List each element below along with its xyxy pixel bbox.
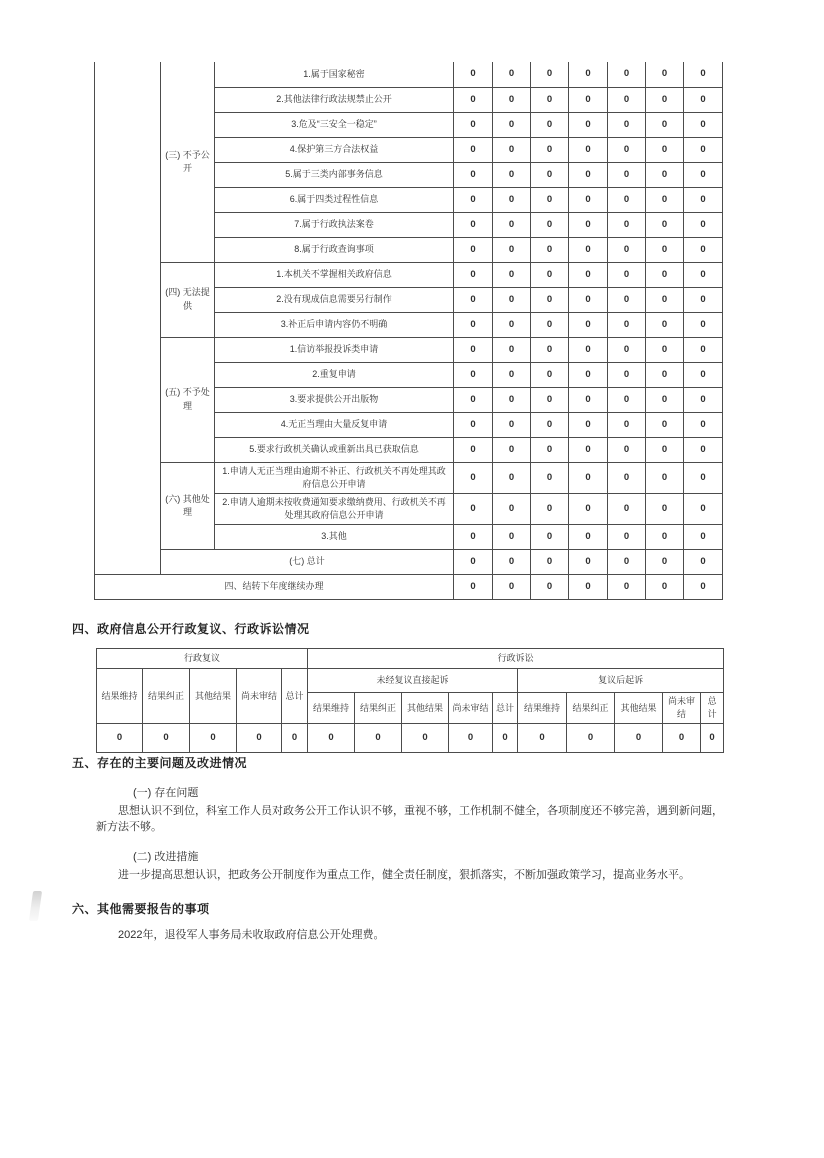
value-cell: 0 <box>190 724 237 753</box>
value-cell: 0 <box>531 549 569 574</box>
value-cell: 0 <box>454 524 493 549</box>
value-cell: 0 <box>608 237 646 262</box>
value-cell: 0 <box>143 724 190 753</box>
value-cell: 0 <box>684 237 723 262</box>
row-label: 1.本机关不掌握相关政府信息 <box>215 262 454 287</box>
value-cell: 0 <box>646 337 684 362</box>
table-row <box>97 649 724 669</box>
value-cell: 0 <box>454 212 493 237</box>
value-cell: 0 <box>684 137 723 162</box>
row-label: 7.属于行政执法案卷 <box>215 212 454 237</box>
value-cell: 0 <box>531 87 569 112</box>
value-cell: 0 <box>454 162 493 187</box>
scan-artifact <box>29 891 42 921</box>
column-header: 总计 <box>282 669 308 724</box>
value-cell: 0 <box>454 437 493 462</box>
value-cell: 0 <box>646 287 684 312</box>
value-cell: 0 <box>608 462 646 493</box>
value-cell: 0 <box>684 362 723 387</box>
table-row <box>95 262 723 287</box>
category-cell: (四) 无法提供 <box>161 262 215 337</box>
value-cell: 0 <box>608 212 646 237</box>
value-cell: 0 <box>569 112 608 137</box>
value-cell: 0 <box>308 724 355 753</box>
value-cell: 0 <box>531 437 569 462</box>
value-cell: 0 <box>684 437 723 462</box>
value-cell: 0 <box>569 162 608 187</box>
value-cell: 0 <box>608 337 646 362</box>
value-cell: 0 <box>608 287 646 312</box>
value-cell: 0 <box>493 287 531 312</box>
value-cell: 0 <box>569 387 608 412</box>
value-cell: 0 <box>493 62 531 87</box>
value-cell: 0 <box>684 187 723 212</box>
value-cell: 0 <box>531 112 569 137</box>
value-cell: 0 <box>531 337 569 362</box>
value-cell: 0 <box>684 549 723 574</box>
section6-para: 2022年，退役军人事务局未收取政府信息公开处理费。 <box>118 929 385 941</box>
row-label: 3.危及“三安全一稳定” <box>215 112 454 137</box>
value-cell: 0 <box>646 312 684 337</box>
table-row <box>97 669 724 693</box>
value-cell: 0 <box>493 574 531 599</box>
value-cell: 0 <box>531 524 569 549</box>
value-cell: 0 <box>646 437 684 462</box>
value-cell: 0 <box>493 362 531 387</box>
row-label: 1.申请人无正当理由逾期不补正、行政机关不再处理其政府信息公开申请 <box>215 462 454 493</box>
value-cell: 0 <box>402 724 449 753</box>
value-cell: 0 <box>569 187 608 212</box>
value-cell: 0 <box>569 62 608 87</box>
value-cell: 0 <box>531 287 569 312</box>
section6-heading: 六、其他需要报告的事项 <box>72 902 210 916</box>
value-cell: 0 <box>569 412 608 437</box>
value-cell: 0 <box>493 412 531 437</box>
value-cell: 0 <box>608 62 646 87</box>
value-cell: 0 <box>569 262 608 287</box>
table-row <box>95 574 723 599</box>
value-cell: 0 <box>608 524 646 549</box>
value-cell: 0 <box>569 287 608 312</box>
section5-sub1: (一) 存在问题 <box>133 787 199 799</box>
value-cell: 0 <box>454 493 493 524</box>
review-litigation-table <box>96 648 724 753</box>
value-cell: 0 <box>684 524 723 549</box>
column-header: 尚未审结 <box>449 693 493 724</box>
value-cell: 0 <box>684 387 723 412</box>
value-cell: 0 <box>684 112 723 137</box>
value-cell: 0 <box>493 137 531 162</box>
column-header: 其他结果 <box>402 693 449 724</box>
row-label: 3.要求提供公开出版物 <box>215 387 454 412</box>
value-cell: 0 <box>454 549 493 574</box>
value-cell: 0 <box>684 162 723 187</box>
carryover-row-label: 四、结转下年度继续办理 <box>95 574 454 599</box>
column-header: 尚未审结 <box>663 693 701 724</box>
section5-para1: 思想认识不到位，科室工作人员对政务公开工作认识不够，重视不够，工作机制不健全，各项制度还不够完善，遇到新问题，新方法不够。 <box>96 805 723 833</box>
value-cell: 0 <box>608 87 646 112</box>
value-cell: 0 <box>531 212 569 237</box>
value-cell: 0 <box>608 362 646 387</box>
value-cell: 0 <box>608 187 646 212</box>
table-row <box>95 462 723 493</box>
value-cell: 0 <box>608 137 646 162</box>
value-cell: 0 <box>454 362 493 387</box>
value-cell: 0 <box>615 724 663 753</box>
value-cell: 0 <box>701 724 724 753</box>
value-cell: 0 <box>608 549 646 574</box>
value-cell: 0 <box>646 362 684 387</box>
row-label: 2.其他法律行政法规禁止公开 <box>215 87 454 112</box>
value-cell: 0 <box>493 549 531 574</box>
row-label: 1.属于国家秘密 <box>215 62 454 87</box>
value-cell: 0 <box>454 237 493 262</box>
value-cell: 0 <box>569 237 608 262</box>
group-header-review: 行政复议 <box>97 649 308 669</box>
value-cell: 0 <box>569 312 608 337</box>
application-results-table <box>94 62 723 600</box>
value-cell: 0 <box>531 62 569 87</box>
value-cell: 0 <box>663 724 701 753</box>
value-cell: 0 <box>684 62 723 87</box>
subgroup-header-post-review-suit: 复议后起诉 <box>518 669 724 693</box>
value-cell: 0 <box>569 87 608 112</box>
value-cell: 0 <box>646 237 684 262</box>
value-cell: 0 <box>454 312 493 337</box>
value-cell: 0 <box>531 387 569 412</box>
value-cell: 0 <box>454 574 493 599</box>
value-cell: 0 <box>454 337 493 362</box>
value-cell: 0 <box>493 187 531 212</box>
value-cell: 0 <box>608 112 646 137</box>
value-cell: 0 <box>518 724 567 753</box>
value-cell: 0 <box>454 62 493 87</box>
value-cell: 0 <box>569 137 608 162</box>
value-cell: 0 <box>237 724 282 753</box>
value-cell: 0 <box>454 112 493 137</box>
value-cell: 0 <box>493 493 531 524</box>
value-cell: 0 <box>684 212 723 237</box>
value-cell: 0 <box>531 262 569 287</box>
value-cell: 0 <box>97 724 143 753</box>
text-sections <box>72 755 724 943</box>
category-cell: (五) 不予处理 <box>161 337 215 462</box>
value-cell: 0 <box>684 87 723 112</box>
row-label: 4.无正当理由大量反复申请 <box>215 412 454 437</box>
value-cell: 0 <box>569 549 608 574</box>
value-cell: 0 <box>493 524 531 549</box>
value-cell: 0 <box>608 493 646 524</box>
value-cell: 0 <box>684 412 723 437</box>
value-cell: 0 <box>646 87 684 112</box>
value-cell: 0 <box>569 524 608 549</box>
value-cell: 0 <box>454 462 493 493</box>
value-cell: 0 <box>454 387 493 412</box>
row-label: 3.其他 <box>215 524 454 549</box>
row-label: 1.信访举报投诉类申请 <box>215 337 454 362</box>
row-label: 8.属于行政查询事项 <box>215 237 454 262</box>
value-cell: 0 <box>646 212 684 237</box>
value-cell: 0 <box>449 724 493 753</box>
value-cell: 0 <box>531 362 569 387</box>
value-cell: 0 <box>646 387 684 412</box>
column-header: 结果维持 <box>308 693 355 724</box>
value-cell: 0 <box>569 362 608 387</box>
table-row <box>95 337 723 362</box>
category-cell: (六) 其他处理 <box>161 462 215 549</box>
value-cell: 0 <box>454 262 493 287</box>
value-cell: 0 <box>493 437 531 462</box>
total-row-label: (七) 总计 <box>161 549 454 574</box>
value-cell: 0 <box>493 262 531 287</box>
value-cell: 0 <box>531 574 569 599</box>
section5-para2: 进一步提高思想认识，把政务公开制度作为重点工作，健全责任制度，狠抓落实，不断加强政策学习，提高业务水平。 <box>118 869 690 881</box>
value-cell: 0 <box>646 524 684 549</box>
value-cell: 0 <box>608 162 646 187</box>
row-label: 2.申请人逾期未按收费通知要求缴纳费用、行政机关不再处理其政府信息公开申请 <box>215 493 454 524</box>
value-cell: 0 <box>531 312 569 337</box>
value-cell: 0 <box>684 287 723 312</box>
column-header: 结果纠正 <box>143 669 190 724</box>
value-cell: 0 <box>608 312 646 337</box>
column-header: 结果纠正 <box>355 693 402 724</box>
column-header: 其他结果 <box>190 669 237 724</box>
category-cell: (三) 不予公开 <box>161 62 215 262</box>
value-cell: 0 <box>493 162 531 187</box>
section5-heading: 五、存在的主要问题及改进情况 <box>72 756 248 770</box>
value-cell: 0 <box>608 437 646 462</box>
value-cell: 0 <box>493 387 531 412</box>
value-cell: 0 <box>569 493 608 524</box>
value-cell: 0 <box>531 162 569 187</box>
value-cell: 0 <box>684 262 723 287</box>
value-cell: 0 <box>569 337 608 362</box>
value-cell: 0 <box>646 137 684 162</box>
value-cell: 0 <box>493 337 531 362</box>
value-cell: 0 <box>531 412 569 437</box>
section5-sub2: (二) 改进措施 <box>133 851 199 863</box>
row-label: 4.保护第三方合法权益 <box>215 137 454 162</box>
column-header: 其他结果 <box>615 693 663 724</box>
value-cell: 0 <box>646 262 684 287</box>
row-label: 6.属于四类过程性信息 <box>215 187 454 212</box>
value-cell: 0 <box>608 262 646 287</box>
value-cell: 0 <box>493 462 531 493</box>
value-cell: 0 <box>454 287 493 312</box>
table-row <box>95 62 723 87</box>
value-cell: 0 <box>608 574 646 599</box>
value-cell: 0 <box>531 187 569 212</box>
row-label: 2.重复申请 <box>215 362 454 387</box>
value-cell: 0 <box>454 137 493 162</box>
value-cell: 0 <box>684 312 723 337</box>
column-header: 尚未审结 <box>237 669 282 724</box>
column-header: 总计 <box>701 693 724 724</box>
value-cell: 0 <box>454 87 493 112</box>
value-cell: 0 <box>282 724 308 753</box>
column-header: 结果维持 <box>97 669 143 724</box>
value-cell: 0 <box>608 412 646 437</box>
column-header: 总计 <box>493 693 518 724</box>
column-header: 结果纠正 <box>567 693 615 724</box>
value-cell: 0 <box>531 237 569 262</box>
row-label: 3.补正后申请内容仍不明确 <box>215 312 454 337</box>
table-row <box>95 549 723 574</box>
value-cell: 0 <box>646 162 684 187</box>
value-cell: 0 <box>646 412 684 437</box>
value-cell: 0 <box>646 574 684 599</box>
value-cell: 0 <box>454 187 493 212</box>
value-cell: 0 <box>531 493 569 524</box>
value-cell: 0 <box>493 112 531 137</box>
value-cell: 0 <box>569 212 608 237</box>
value-cell: 0 <box>608 387 646 412</box>
table-row <box>97 724 724 753</box>
value-cell: 0 <box>493 724 518 753</box>
value-cell: 0 <box>569 462 608 493</box>
value-cell: 0 <box>646 62 684 87</box>
row-label: 5.属于三类内部事务信息 <box>215 162 454 187</box>
value-cell: 0 <box>646 462 684 493</box>
value-cell: 0 <box>493 212 531 237</box>
value-cell: 0 <box>493 312 531 337</box>
row-label: 2.没有现成信息需要另行制作 <box>215 287 454 312</box>
value-cell: 0 <box>531 137 569 162</box>
group-header-litigation: 行政诉讼 <box>308 649 724 669</box>
value-cell: 0 <box>355 724 402 753</box>
value-cell: 0 <box>646 549 684 574</box>
value-cell: 0 <box>684 462 723 493</box>
value-cell: 0 <box>454 412 493 437</box>
subgroup-header-direct-suit: 未经复议直接起诉 <box>308 669 518 693</box>
column-header: 结果维持 <box>518 693 567 724</box>
value-cell: 0 <box>646 112 684 137</box>
value-cell: 0 <box>684 574 723 599</box>
value-cell: 0 <box>646 187 684 212</box>
value-cell: 0 <box>569 437 608 462</box>
continuation-spacer-cell <box>95 62 161 574</box>
value-cell: 0 <box>684 493 723 524</box>
value-cell: 0 <box>493 87 531 112</box>
value-cell: 0 <box>531 462 569 493</box>
value-cell: 0 <box>567 724 615 753</box>
section4-heading: 四、政府信息公开行政复议、行政诉讼情况 <box>72 622 310 636</box>
value-cell: 0 <box>684 337 723 362</box>
value-cell: 0 <box>646 493 684 524</box>
value-cell: 0 <box>493 237 531 262</box>
row-label: 5.要求行政机关确认或重新出具已获取信息 <box>215 437 454 462</box>
value-cell: 0 <box>569 574 608 599</box>
